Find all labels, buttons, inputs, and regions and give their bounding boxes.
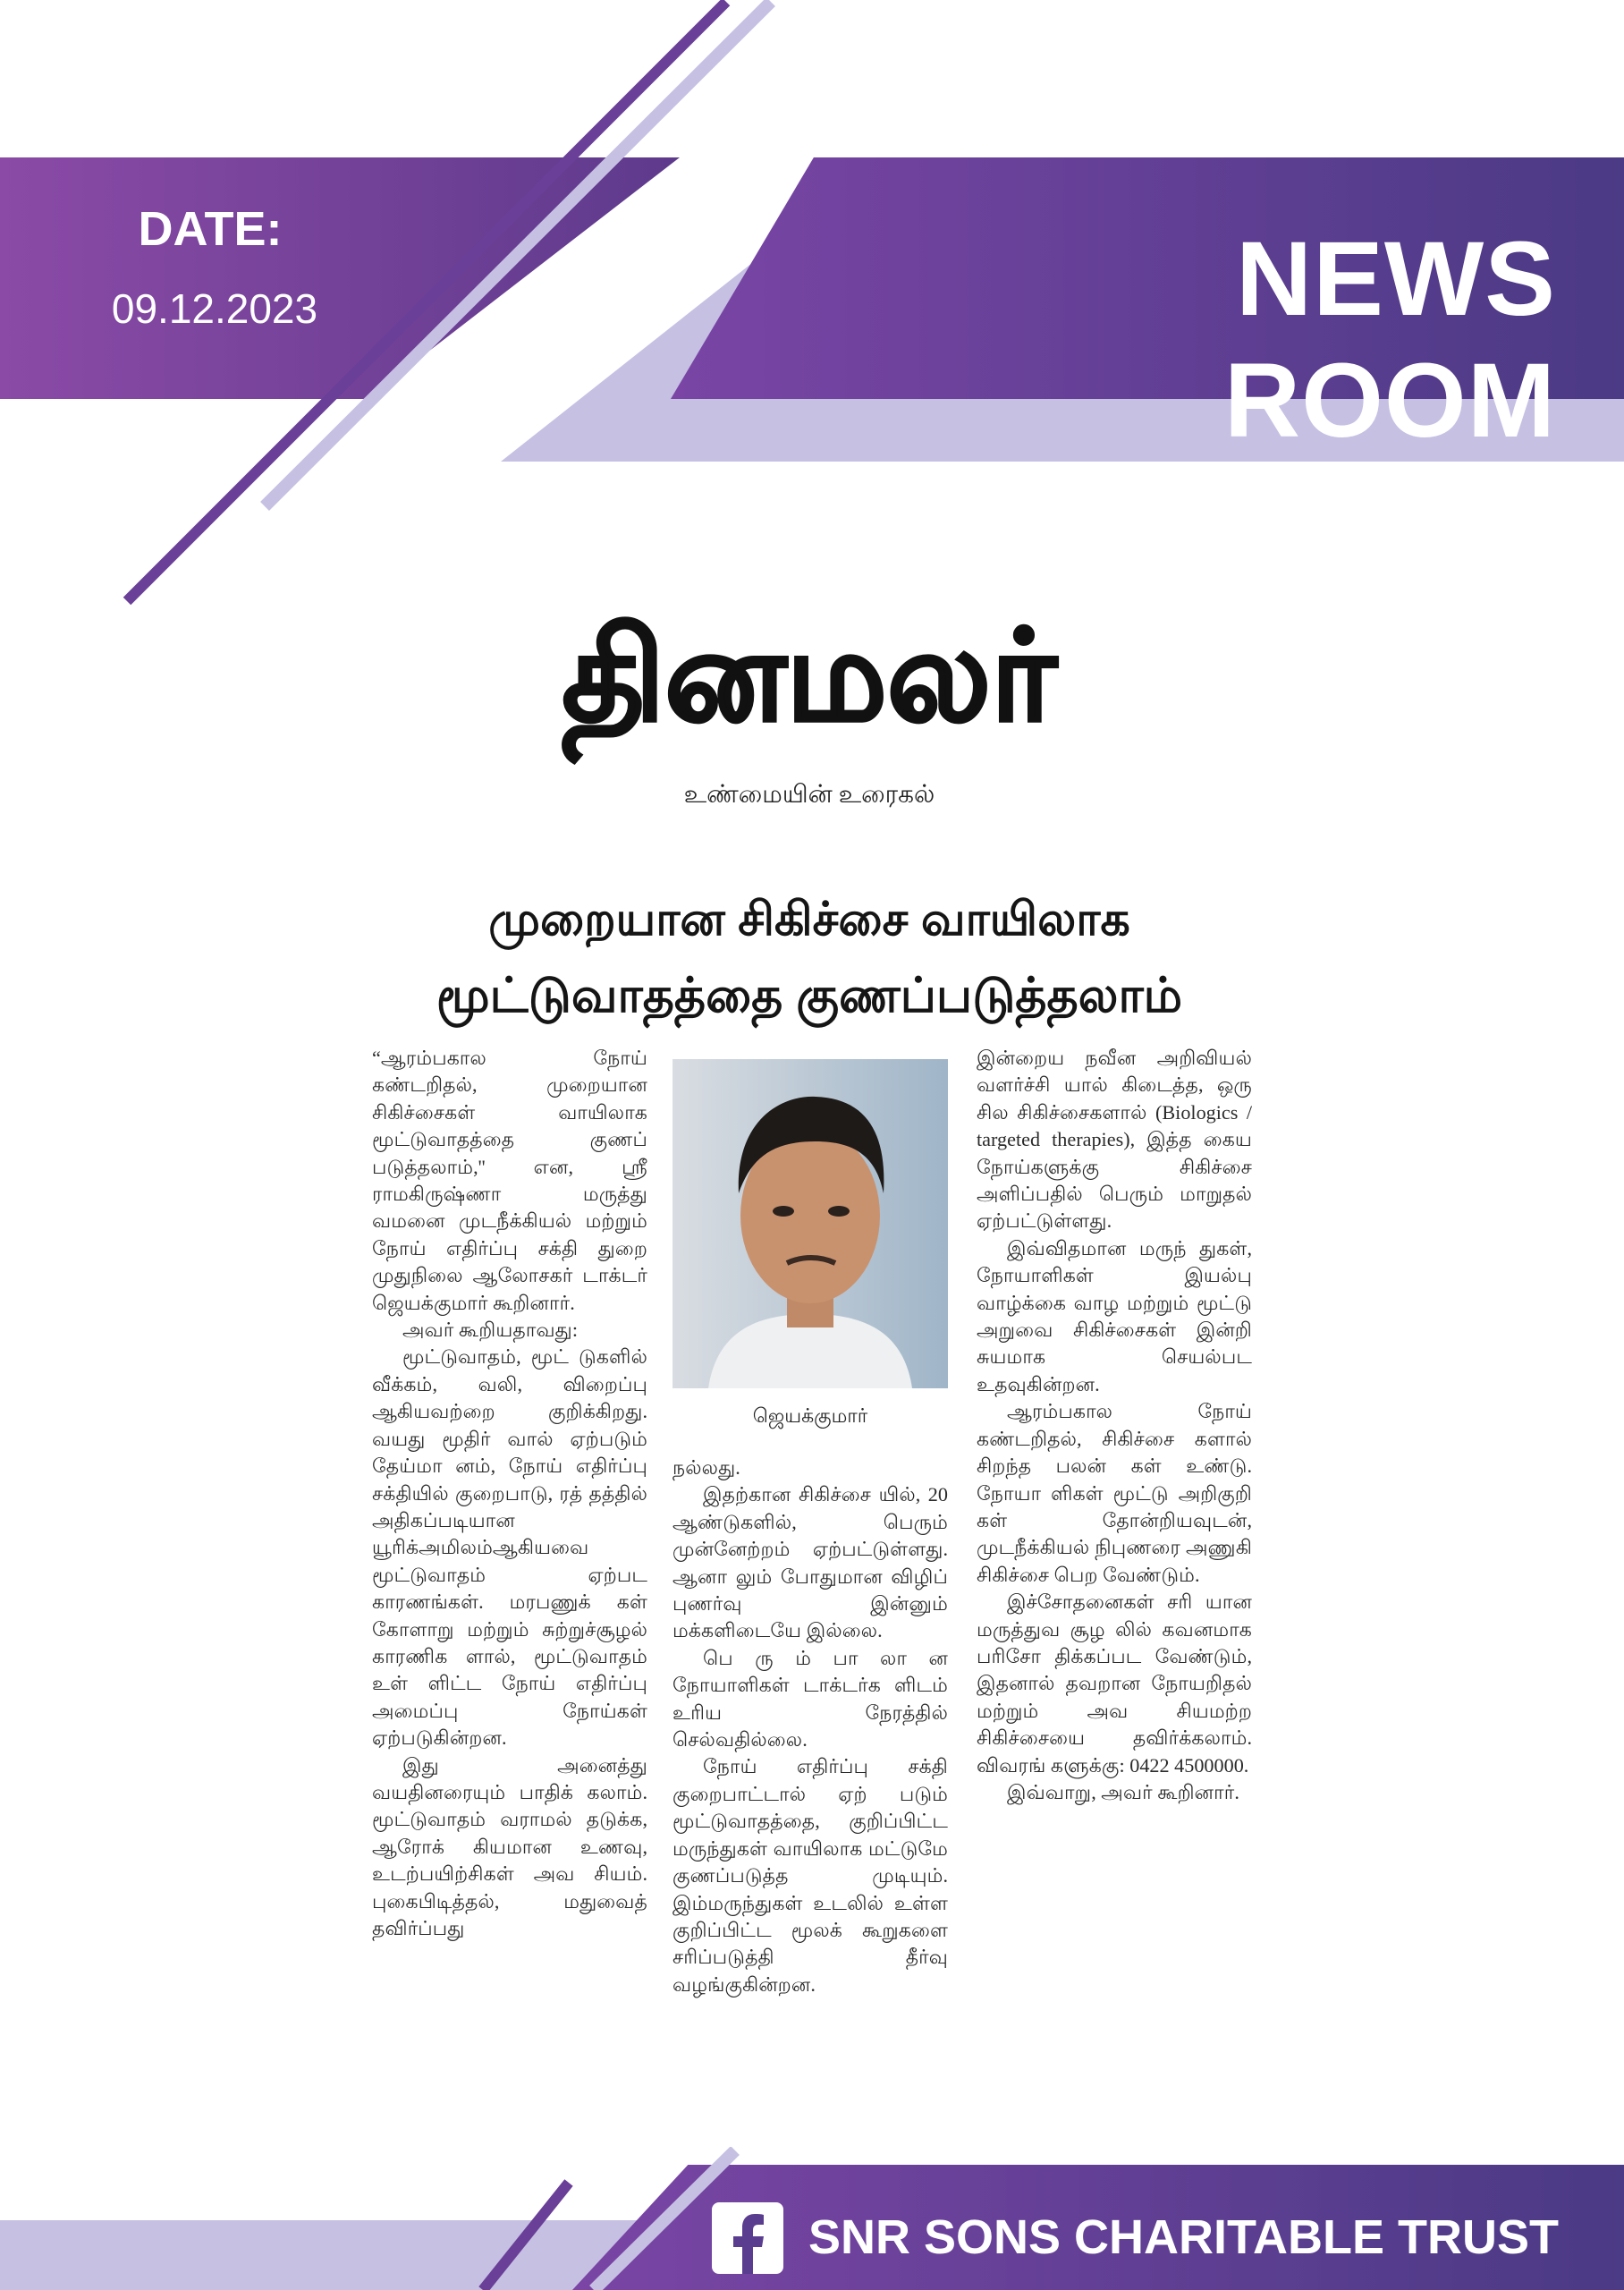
article-paragraph: மூட்டுவாதம், மூட் டுகளில் வீக்கம், வலி, விறைப்பு ஆகியவற்றை குறிக்கிறது. வயது மூதிர் வால் ஏற்படும் தேய்மா னம், நோய் எதிர்ப்பு சக்தியில் குறைபாடு, ரத் தத்தில் அதிகப்படியான யூரிக்அமிலம்ஆகியவை மூட்டுவாதம் ஏற்பட காரணங்கள். மரபணுக் கள் கோளாறு மற்றும் சுற்றுச்சூழல் காரணிக ளால், மூட்டுவாதம் உள் ளிட்ட நோய் எதிர்ப்பு அமைப்பு நோய்கள் ஏற்படுகின்றன. bbox=[372, 1345, 647, 1750]
article-headline-line2: மூட்டுவாதத்தை குணப்படுத்தலாம் bbox=[436, 969, 1183, 1022]
article-column-1 bbox=[372, 1045, 647, 1942]
masthead-title: தினமலர் bbox=[562, 608, 1057, 747]
date-label: DATE: bbox=[138, 202, 283, 256]
article-paragraph: “ஆரம்பகால நோய் கண்டறிதல், முறையான சிகிச்சைகள் வாயிலாக மூட்டுவாதத்தை குணப் படுத்தலாம்,'' என, ஸ்ரீ ராமகிருஷ்ணா மருத்து வமனை முடநீக்கியல் மற்றும் நோய் எதிர்ப்பு சக்தி துறை முதுநிலை ஆலோசகர் டாக்டர் ஜெயக்குமார் கூறினார். bbox=[372, 1047, 647, 1314]
newspaper-masthead bbox=[474, 608, 1145, 830]
article-paragraph: இவ்வாறு, அவர் கூறினார். bbox=[1007, 1780, 1239, 1803]
article-paragraph: இன்றைய நவீன அறிவியல் வளர்ச்சி யால் கிடைத்த, ஒரு சில சிகிச்சைகளால் (Biologics / targeted therapies), இத்த கைய நோய்களுக்கு சிகிச்சை அளிப்பதில் பெரும் மாறுதல் ஏற்பட்டுள்ளது. bbox=[977, 1047, 1252, 1233]
doctor-photo bbox=[672, 1059, 948, 1388]
page-title: NEWS ROOM bbox=[1223, 220, 1556, 460]
article-paragraph: இவ்விதமான மருந் துகள், நோயாளிகள் இயல்பு வாழ்க்கை வாழ மற்றும் மூட்டு அறுவை சிகிச்சைகள் இன்றி சுயமாக செயல்பட உதவுகின்றன. bbox=[977, 1236, 1252, 1395]
article-paragraph: பெ ரு ம் பா லா ன நோயாளிகள் டாக்டர்க ளிடம் உரிய நேரத்தில் செல்வதில்லை. bbox=[672, 1646, 948, 1751]
article-headline-line1: முறையான சிகிச்சை வாயிலாக bbox=[488, 894, 1130, 946]
article-column-2 bbox=[672, 1455, 948, 1998]
masthead-tagline: உண்மையின் உரைகல் bbox=[683, 781, 935, 809]
article-paragraph: நல்லது. bbox=[672, 1456, 740, 1479]
article-column-3 bbox=[977, 1045, 1252, 1806]
organization-name: SNR SONS CHARITABLE TRUST bbox=[808, 2210, 1560, 2264]
article-paragraph: இதற்கான சிகிச்சை யில், 20 ஆண்டுகளில், பெரும் முன்னேற்றம் ஏற்பட்டுள்ளது. ஆனா லும் போதுமான விழிப் புணர்வு இன்னும் மக்களிடையே இல்லை. bbox=[672, 1483, 948, 1642]
photo-caption: ஜெயக்குமார் bbox=[752, 1404, 868, 1427]
article-paragraph: இது அனைத்து வயதினரையும் பாதிக் கலாம். மூட்டுவாதம் வராமல் தடுக்க, ஆரோக் கியமான உணவு, உடற்பயிற்சிகள் அவ சியம். புகைபிடித்தல், மதுவைத் தவிர்ப்பது bbox=[372, 1753, 647, 1939]
date-value: 09.12.2023 bbox=[111, 285, 318, 332]
article-paragraph: நோய் எதிர்ப்பு சக்தி குறைபாட்டால் ஏற் படும் மூட்டுவாதத்தை, குறிப்பிட்ட மருந்துகள் வாயிலாக மட்டுமே குணப்படுத்த முடியும். இம்மருந்துகள் உடலில் உள்ள குறிப்பிட்ட மூலக் கூறுகளை சரிப்படுத்தி தீர்வு வழங்குகின்றன. bbox=[672, 1755, 948, 1996]
article-paragraph: இச்சோதனைகள் சரி யான மருத்துவ சூழ லில் கவனமாக பரிசோ திக்கப்பட வேண்டும், இதனால் தவறான நோயறிதல் மற்றும் அவ சியமற்ற சிகிச்சையை தவிர்க்கலாம். விவரங் களுக்கு: 0422 4500000. bbox=[977, 1590, 1252, 1777]
article-paragraph: அவர் கூறியதாவது: bbox=[402, 1319, 579, 1342]
doctor-portrait-icon bbox=[672, 1059, 948, 1388]
facebook-icon[interactable] bbox=[712, 2202, 783, 2274]
article-paragraph: ஆரம்பகால நோய் கண்டறிதல், சிகிச்சை களால் சிறந்த பலன் கள் உண்டு. நோயா ளிகள் மூட்டு அறிகுறி கள் தோன்றியவுடன், முடநீக்கியல் நிபுணரை அணுகி சிகிச்சை பெற வேண்டும். bbox=[977, 1400, 1252, 1586]
